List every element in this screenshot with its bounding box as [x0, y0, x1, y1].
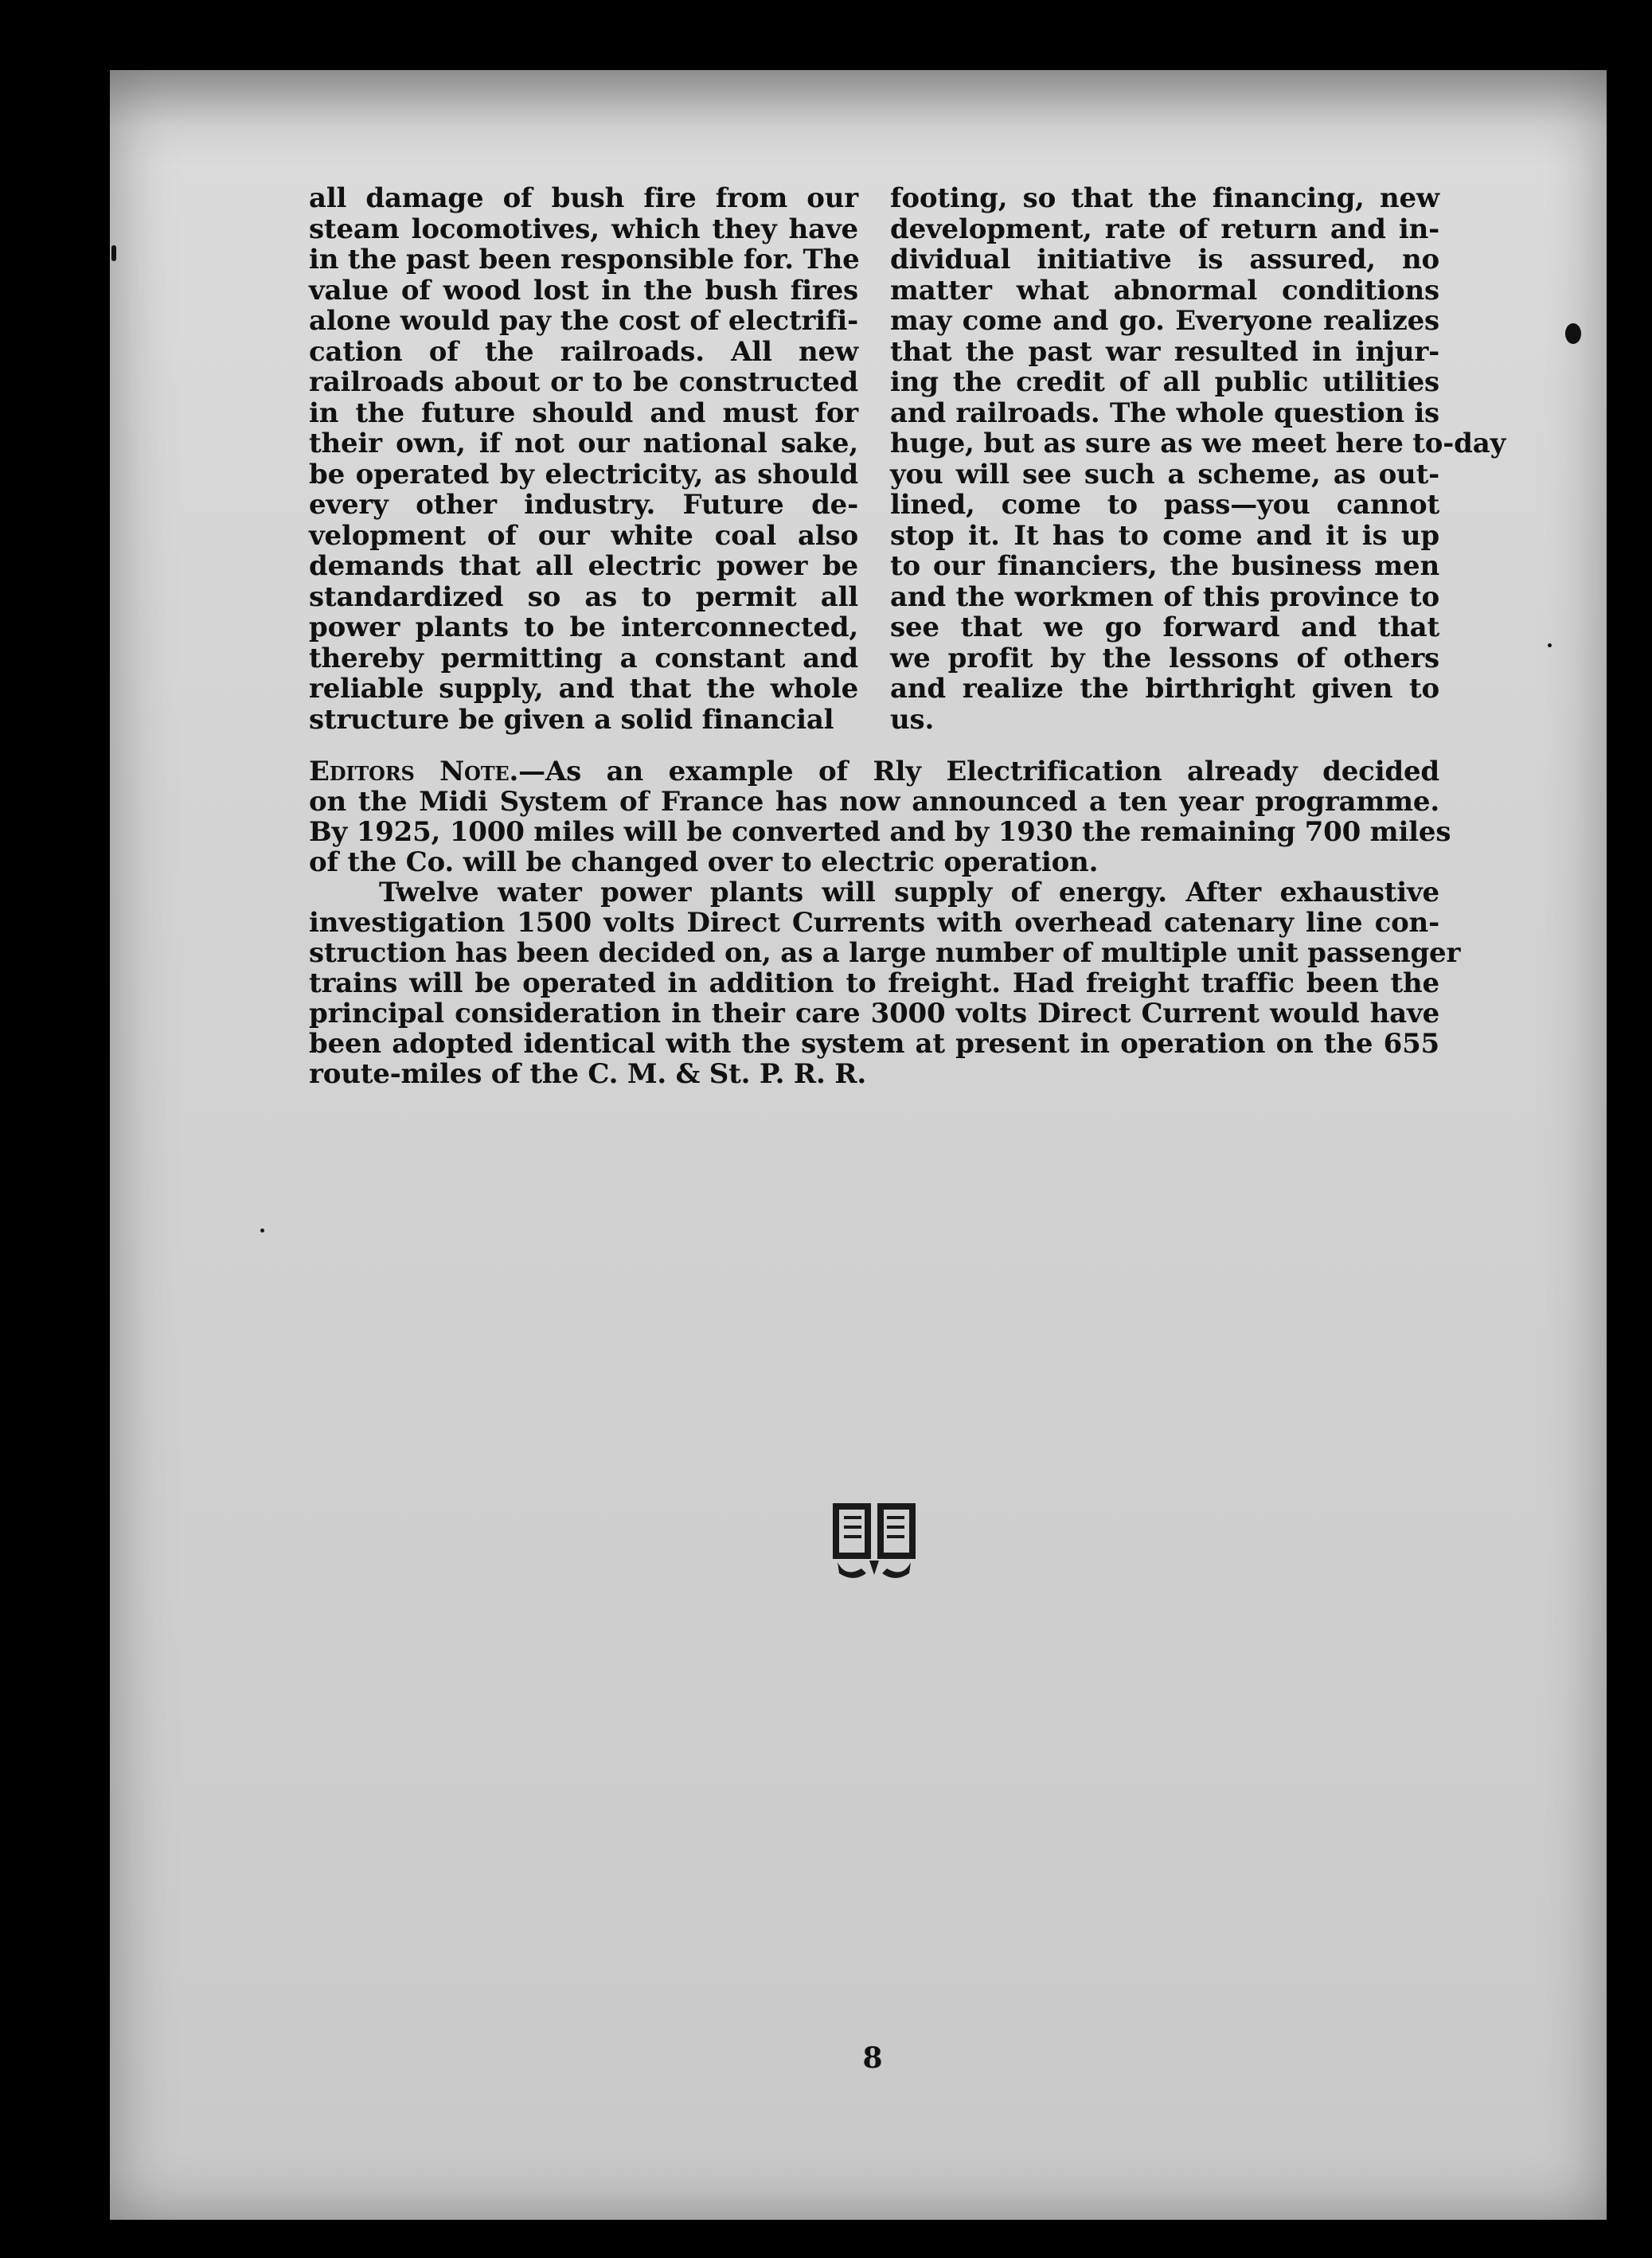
open-book-ornament-icon [830, 1495, 919, 1583]
left-column-line: velopment of our white coal also [309, 519, 858, 552]
left-column-line: thereby permitting a constant and [309, 642, 858, 674]
right-column-line: see that we go forward and that [890, 611, 1439, 643]
right-column-line: us. [890, 703, 935, 736]
left-column [309, 183, 858, 735]
editors-note-line: trains will be operated in addition to freight. Had freight traffic been the [309, 967, 1439, 999]
left-column-line: power plants to be interconnected, [309, 611, 858, 643]
scan-speck [111, 245, 116, 261]
right-column-line: huge, but as sure as we meet here to-day [890, 428, 1506, 459]
left-column-line: standardized so as to permit all [309, 580, 858, 613]
editors-note-line [309, 756, 1439, 787]
left-column-line: railroads about or to be constructed [309, 366, 858, 398]
editors-note-line: struction has been decided on, as a large number of multiple unit passenger [309, 937, 1461, 969]
editors-note-line: Twelve water power plants will supply of energy. After exhaustive [379, 877, 1439, 908]
editors-note-line: been adopted identical with the system at present in operation on the 655 [309, 1028, 1439, 1060]
editors-note-line-text: —As an example of Rly Electrification already decided [518, 756, 1439, 787]
left-column-line: in the past been responsible for. The [309, 244, 860, 275]
left-column-line: steam locomotives, which they have [309, 213, 858, 245]
editors-note-heading: Editors Note. [309, 756, 519, 787]
left-column-line: all damage of bush fire from our [309, 182, 858, 214]
right-column-line: dividual initiative is assured, no [890, 244, 1439, 275]
left-column-line: structure be given a solid financial [309, 703, 834, 736]
editors-note-line: route-miles of the C. M. & St. P. R. R. [309, 1058, 866, 1090]
left-column-line: cation of the railroads. All new [309, 335, 858, 368]
right-column-line: we profit by the lessons of others [890, 642, 1439, 674]
right-column-line: stop it. It has to come and it is up [890, 519, 1439, 552]
left-column-line: reliable supply, and that the whole [309, 673, 858, 705]
right-column-line: you will see such a scheme, as out- [890, 458, 1439, 490]
left-column-line: in the future should and must for [309, 397, 858, 429]
right-column-line: footing, so that the financing, new [890, 182, 1439, 214]
scan-speck [1565, 323, 1581, 344]
two-column-text [309, 182, 1506, 736]
left-column-line: demands that all electric power be [309, 550, 858, 582]
right-column-line: to our financiers, the business men [890, 550, 1439, 582]
right-column [890, 182, 1506, 736]
right-column-line: that the past war resulted in injur- [890, 335, 1439, 368]
left-column-line: be operated by electricity, as should [309, 458, 858, 490]
editors-note-line: investigation 1500 volts Direct Currents with overhead catenary line con- [309, 907, 1439, 939]
editors-note-line: of the Co. will be changed over to electric operation. [309, 846, 1099, 878]
left-column-line: value of wood lost in the bush fires [309, 274, 858, 307]
editors-note-line: By 1925, 1000 miles will be converted and by 1930 the remaining 700 miles [309, 816, 1451, 848]
scan-speck [1548, 643, 1552, 647]
right-column-line: lined, come to pass—you cannot [890, 489, 1439, 521]
page-number: 8 [862, 2041, 883, 2075]
left-column-line: every other industry. Future de- [309, 489, 858, 521]
editors-note-line: principal consideration in their care 3000 volts Direct Current would have [309, 998, 1439, 1029]
right-column-line: and realize the birthright given to [890, 673, 1439, 705]
right-column-line: matter what abnormal conditions [890, 274, 1439, 307]
left-column-line: their own, if not our national sake, [309, 428, 858, 459]
right-column-line: development, rate of return and in- [890, 213, 1439, 245]
right-column-line: and the workmen of this province to [890, 580, 1439, 613]
right-column-line: ing the credit of all public utilities [890, 366, 1439, 398]
editors-note-line: on the Midi System of France has now announced a ten year programme. [309, 786, 1439, 818]
right-column-line: and railroads. The whole question is [890, 397, 1439, 429]
left-column-line: alone would pay the cost of electrifi- [309, 305, 858, 337]
editors-note [309, 756, 1461, 1090]
scan-speck [260, 1229, 264, 1233]
document-page [110, 70, 1607, 2220]
right-column-line: may come and go. Everyone realizes [890, 305, 1439, 337]
